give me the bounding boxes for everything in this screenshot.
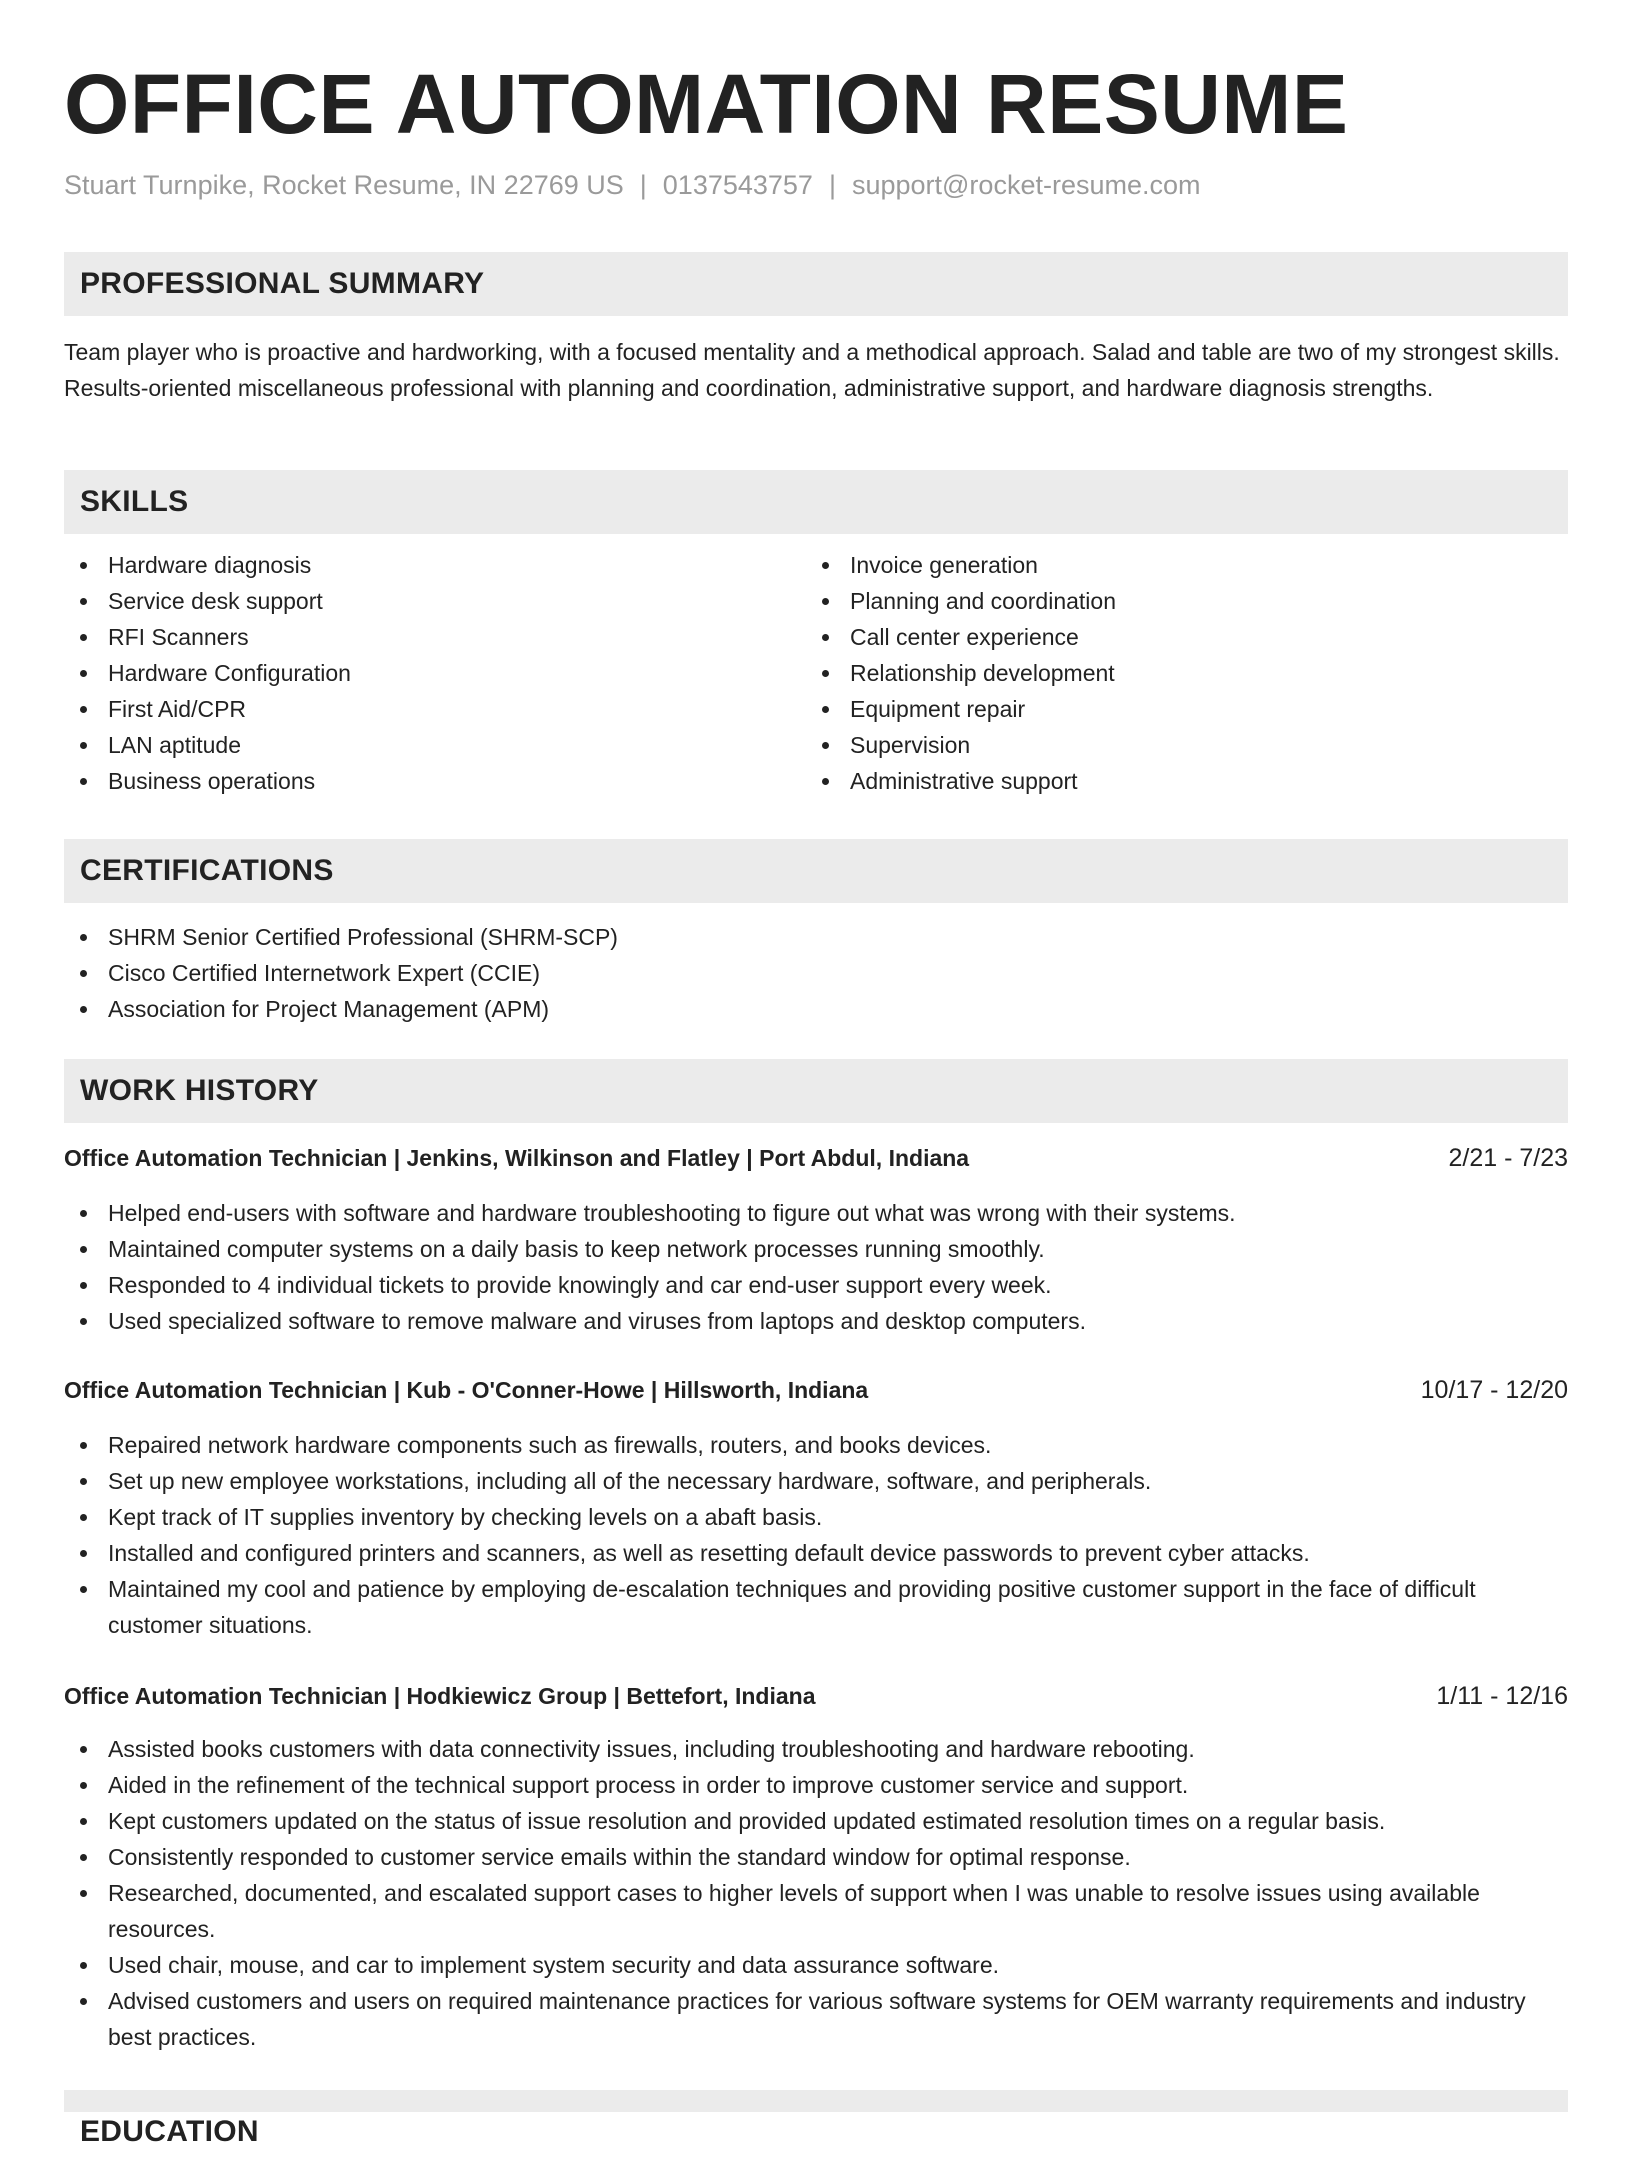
skill-item: Business operations bbox=[64, 763, 784, 799]
resume-title: OFFICE AUTOMATION RESUME bbox=[64, 57, 1349, 151]
contact-phone: 0137543757 bbox=[662, 170, 813, 200]
skill-item: Hardware diagnosis bbox=[64, 547, 784, 583]
skill-item: LAN aptitude bbox=[64, 727, 784, 763]
job-header bbox=[64, 1678, 1568, 1714]
job-dates: 2/21 - 7/23 bbox=[1448, 1144, 1568, 1172]
skill-item: RFI Scanners bbox=[64, 619, 784, 655]
contact-separator: | bbox=[828, 170, 836, 200]
section-heading: WORK HISTORY bbox=[80, 1074, 319, 1107]
skill-item: Hardware Configuration bbox=[64, 655, 784, 691]
skills-list-right bbox=[806, 547, 1526, 799]
section-heading: SKILLS bbox=[80, 485, 189, 518]
job-bullets bbox=[64, 1195, 1568, 1339]
job-bullet: Kept track of IT supplies inventory by checking levels on a abaft basis. bbox=[64, 1499, 1568, 1535]
section-header-education bbox=[64, 2090, 1568, 2148]
job-bullets bbox=[64, 1731, 1568, 2055]
skill-item: Equipment repair bbox=[806, 691, 1526, 727]
contact-line bbox=[64, 168, 1201, 202]
contact-email: support@rocket-resume.com bbox=[851, 170, 1201, 200]
skill-item: First Aid/CPR bbox=[64, 691, 784, 727]
section-heading: PROFESSIONAL SUMMARY bbox=[80, 267, 485, 300]
skill-item: Supervision bbox=[806, 727, 1526, 763]
skill-item: Planning and coordination bbox=[806, 583, 1526, 619]
job-bullet: Researched, documented, and escalated support cases to higher levels of support when I was unable to resolve issues using available resources. bbox=[64, 1875, 1568, 1947]
job-bullet: Assisted books customers with data connectivity issues, including troubleshooting and hardware rebooting. bbox=[64, 1731, 1568, 1767]
job-bullet: Installed and configured printers and scanners, as well as resetting default device passwords to prevent cyber attacks. bbox=[64, 1535, 1568, 1571]
job-bullet: Maintained computer systems on a daily basis to keep network processes running smoothly. bbox=[64, 1231, 1568, 1267]
certification-item: SHRM Senior Certified Professional (SHRM-SCP) bbox=[64, 919, 1568, 955]
job-bullet: Aided in the refinement of the technical support process in order to improve customer service and support. bbox=[64, 1767, 1568, 1803]
certification-item: Association for Project Management (APM) bbox=[64, 991, 1568, 1027]
job-bullet: Set up new employee workstations, including all of the necessary hardware, software, and peripherals. bbox=[64, 1463, 1568, 1499]
contact-separator: | bbox=[639, 170, 647, 200]
job-bullet: Repaired network hardware components such as firewalls, routers, and books devices. bbox=[64, 1427, 1568, 1463]
section-header-work-history bbox=[64, 1059, 1568, 1123]
skills-list-left bbox=[64, 547, 784, 799]
job-bullet: Kept customers updated on the status of issue resolution and provided updated estimated resolution times on a regular basis. bbox=[64, 1803, 1568, 1839]
contact-address: Stuart Turnpike, Rocket Resume, IN 22769 US bbox=[64, 170, 624, 200]
section-heading: EDUCATION bbox=[80, 2115, 259, 2148]
certification-item: Cisco Certified Internetwork Expert (CCIE) bbox=[64, 955, 1568, 991]
job-header bbox=[64, 1140, 1568, 1176]
job-bullet: Consistently responded to customer service emails within the standard window for optimal response. bbox=[64, 1839, 1568, 1875]
job-title: Office Automation Technician | Hodkiewicz Group | Bettefort, Indiana bbox=[64, 1683, 816, 1709]
job-header bbox=[64, 1372, 1568, 1408]
skill-item: Invoice generation bbox=[806, 547, 1526, 583]
job-dates: 10/17 - 12/20 bbox=[1420, 1376, 1568, 1404]
job-bullet: Helped end-users with software and hardware troubleshooting to figure out what was wrong with their systems. bbox=[64, 1195, 1568, 1231]
job-bullet: Used chair, mouse, and car to implement system security and data assurance software. bbox=[64, 1947, 1568, 1983]
job-bullet: Responded to 4 individual tickets to provide knowingly and car end-user support every week. bbox=[64, 1267, 1568, 1303]
job-bullet: Used specialized software to remove malware and viruses from laptops and desktop computers. bbox=[64, 1303, 1568, 1339]
job-bullet: Maintained my cool and patience by employing de-escalation techniques and providing positive customer support in the face of difficult customer situations. bbox=[64, 1571, 1568, 1643]
skill-item: Relationship development bbox=[806, 655, 1526, 691]
job-bullets bbox=[64, 1427, 1568, 1643]
job-bullet: Advised customers and users on required maintenance practices for various software systems for OEM warranty requirements and industry best practices. bbox=[64, 1983, 1568, 2055]
summary-text: Team player who is proactive and hardworking, with a focused mentality and a methodical approach. Salad and table are two of my strongest skills. Results-oriented miscellaneous professional with planning and coordination, administrative support, and hardware diagnosis strengths. bbox=[64, 339, 1560, 401]
section-header-summary bbox=[64, 252, 1568, 316]
section-header-skills bbox=[64, 470, 1568, 534]
skill-item: Call center experience bbox=[806, 619, 1526, 655]
certifications-list bbox=[64, 919, 1568, 1027]
skill-item: Service desk support bbox=[64, 583, 784, 619]
section-header-certifications bbox=[64, 839, 1568, 903]
job-title: Office Automation Technician | Kub - O'Conner-Howe | Hillsworth, Indiana bbox=[64, 1377, 869, 1403]
section-heading: CERTIFICATIONS bbox=[80, 854, 334, 887]
skill-item: Administrative support bbox=[806, 763, 1526, 799]
job-title: Office Automation Technician | Jenkins, Wilkinson and Flatley | Port Abdul, Indiana bbox=[64, 1145, 970, 1171]
job-dates: 1/11 - 12/16 bbox=[1436, 1682, 1568, 1710]
